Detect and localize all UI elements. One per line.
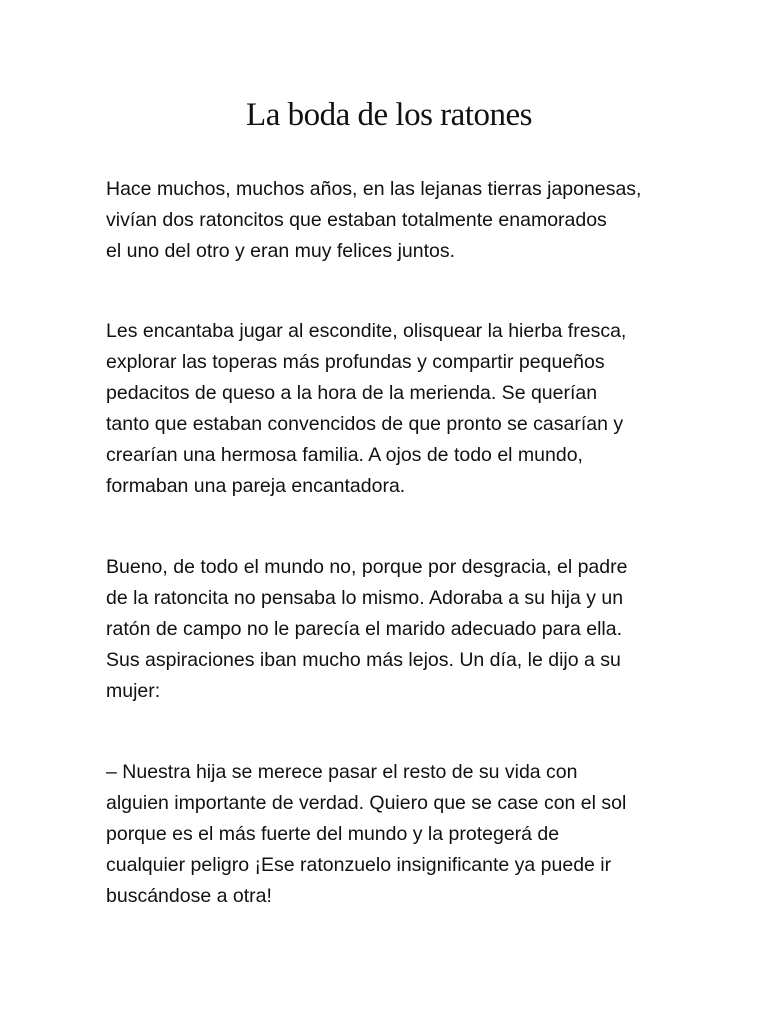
text-line: mujer: (106, 680, 161, 702)
text-line: vivían dos ratoncitos que estaban totalmente enamorados (106, 209, 607, 231)
text-line: buscándose a otra! (106, 885, 272, 907)
text-line: crearían una hermosa familia. A ojos de todo el mundo, (106, 444, 583, 466)
text-line: el uno del otro y eran muy felices juntos. (106, 240, 456, 262)
text-line: Sus aspiraciones iban mucho más lejos. Un día, le dijo a su (106, 649, 621, 671)
text-line: alguien importante de verdad. Quiero que se case con el sol (106, 792, 627, 814)
text-line: pedacitos de queso a la hora de la merienda. Se querían (106, 382, 598, 404)
paragraph-1 (106, 174, 686, 267)
text-line: tanto que estaban convencidos de que pronto se casarían y (106, 413, 624, 435)
text-line: explorar las toperas más profundas y compartir pequeños (106, 351, 605, 373)
text-line: Hace muchos, muchos años, en las lejanas tierras japonesas, (106, 178, 642, 200)
text-line: Bueno, de todo el mundo no, porque por desgracia, el padre (106, 556, 628, 578)
document-title: La boda de los ratones (246, 97, 532, 133)
paragraph-4 (106, 757, 686, 912)
text-line: – Nuestra hija se merece pasar el resto de su vida con (106, 761, 578, 783)
paragraph-2 (106, 316, 686, 502)
text-line: de la ratoncita no pensaba lo mismo. Adoraba a su hija y un (106, 587, 624, 609)
text-line: Les encantaba jugar al escondite, olisquear la hierba fresca, (106, 320, 627, 342)
text-line: porque es el más fuerte del mundo y la protegerá de (106, 823, 560, 845)
text-line: formaban una pareja encantadora. (106, 475, 406, 497)
paragraph-3 (106, 552, 686, 707)
text-line: ratón de campo no le parecía el marido adecuado para ella. (106, 618, 622, 640)
text-line: cualquier peligro ¡Ese ratonzuelo insignificante ya puede ir (106, 854, 612, 876)
